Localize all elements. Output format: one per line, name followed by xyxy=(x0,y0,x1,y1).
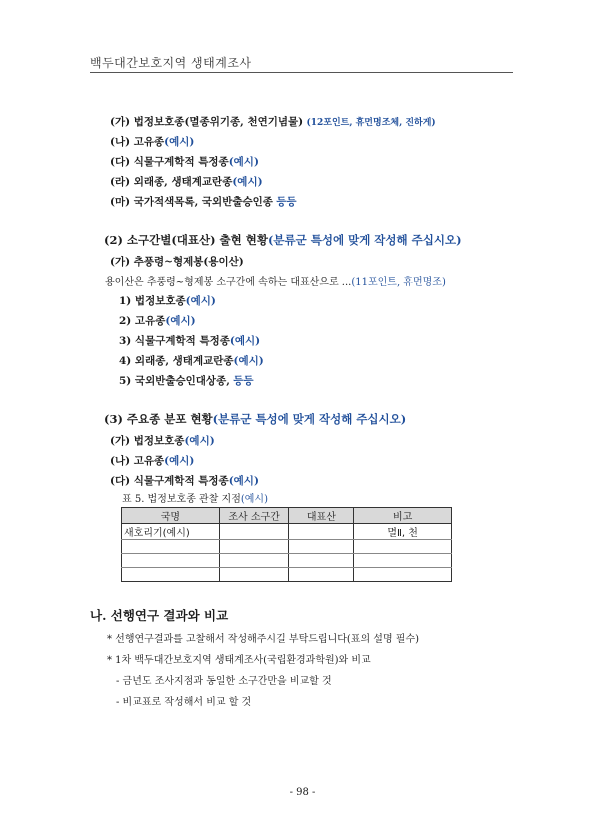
table-row xyxy=(122,568,452,582)
table-cell xyxy=(289,554,354,568)
list-item: (마) 국가적색목록, 국외반출승인종 등등 xyxy=(110,196,297,208)
list-item: 3) 식물구계학적 특정종(예시) xyxy=(119,335,261,347)
list-item: 1) 법정보호종(예시) xyxy=(119,295,216,307)
table-cell xyxy=(289,540,354,554)
list-item: (가) 법정보호종(멸종위기종, 천연기념물) (12포인트, 휴먼명조체, 진하게) xyxy=(110,116,436,128)
table-cell xyxy=(122,554,220,568)
table-cell xyxy=(289,524,354,540)
note-bullet: * 1차 백두대간보호지역 생태계조사(국립환경과학원)와 비교 xyxy=(107,655,371,666)
paragraph: 용이산은 추풍령~형제봉 소구간에 속하는 대표산으로 ...(11포인트, 휴먼명조) xyxy=(105,277,446,288)
list-item: 2) 고유종(예시) xyxy=(119,315,196,327)
table-cell xyxy=(219,568,289,582)
list-item: (라) 외래종, 생태계교란종(예시) xyxy=(110,176,263,188)
table-row xyxy=(122,524,452,540)
note-sub-bullet: - 비교표로 작성해서 비교 할 것 xyxy=(116,697,252,708)
column-header: 조사 소구간 xyxy=(219,508,289,524)
section-heading: (2) 소구간별(대표산) 출현 현황(분류군 특성에 맞게 작성해 주십시오) xyxy=(104,233,462,247)
page-number: - 98 - xyxy=(289,787,316,798)
table-cell xyxy=(122,540,220,554)
table-cell xyxy=(219,554,289,568)
list-item: (다) 식물구계학적 특정종(예시) xyxy=(110,156,259,168)
table-cell: 멸Ⅱ, 천 xyxy=(354,524,452,540)
table-cell xyxy=(122,568,220,582)
list-item: (가) 법정보호종(예시) xyxy=(110,435,215,447)
list-item: (나) 고유종(예시) xyxy=(110,455,195,467)
table-caption: 표 5. 법정보호종 관찰 지점(예시) xyxy=(122,494,268,505)
table-cell xyxy=(289,568,354,582)
header-divider xyxy=(90,72,513,73)
table-header-row xyxy=(122,508,452,524)
section-heading: (3) 주요종 분포 현황(분류군 특성에 맞게 작성해 주십시오) xyxy=(104,412,407,426)
document-title: 백두대간보호지역 생태계조사 xyxy=(90,56,252,70)
sub-heading: (가) 추풍령~형제봉(용이산) xyxy=(110,256,244,268)
observation-table xyxy=(121,507,452,582)
column-header: 국명 xyxy=(122,508,220,524)
section-heading: 나. 선행연구 결과와 비교 xyxy=(90,608,229,623)
list-item: 4) 외래종, 생태계교란종(예시) xyxy=(119,355,264,367)
column-header: 비고 xyxy=(354,508,452,524)
table-cell xyxy=(219,540,289,554)
column-header: 대표산 xyxy=(289,508,354,524)
note-bullet: * 선행연구결과를 고찰해서 작성해주시길 부탁드립니다(표의 설명 필수) xyxy=(107,634,420,645)
table-cell xyxy=(219,524,289,540)
table-row xyxy=(122,540,452,554)
note-sub-bullet: - 금년도 조사지점과 동일한 소구간만을 비교할 것 xyxy=(116,676,332,687)
table-cell xyxy=(354,554,452,568)
list-item: 5) 국외반출승인대상종, 등등 xyxy=(119,375,254,387)
table-row xyxy=(122,554,452,568)
table-cell: 새호리기(예시) xyxy=(122,524,220,540)
table-cell xyxy=(354,540,452,554)
list-item: (다) 식물구계학적 특정종(예시) xyxy=(110,475,259,487)
table-cell xyxy=(354,568,452,582)
list-item: (나) 고유종(예시) xyxy=(110,136,195,148)
